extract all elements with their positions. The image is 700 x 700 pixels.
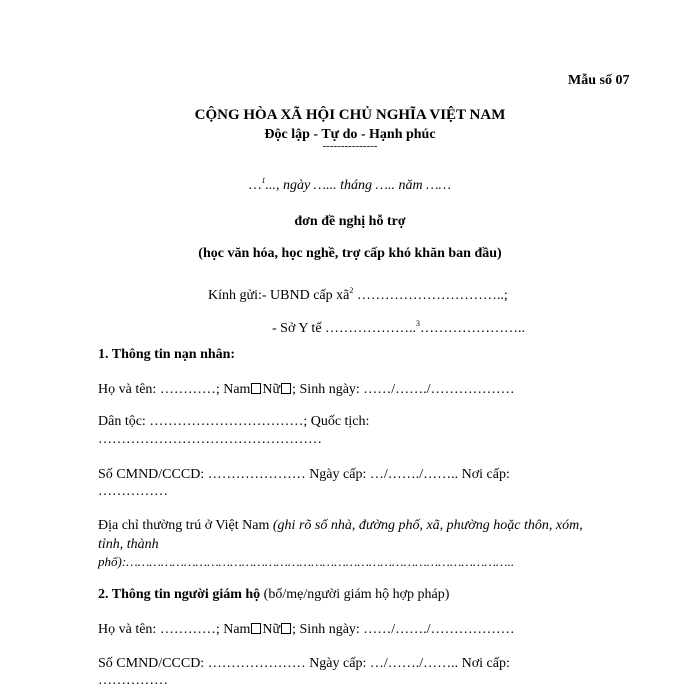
victim-address-label: Địa chỉ thường trú ở Việt Nam: [98, 518, 273, 533]
recipient-2-dots: …………………..: [420, 321, 526, 336]
guardian-id-line: Số CMND/CCCD: ………………… Ngày cấp: …/……./…….. Nơi cấp:: [98, 656, 510, 671]
victim-id-dots: ……………: [98, 484, 168, 499]
guardian-id-dots: ……………: [98, 673, 168, 688]
victim-female-label: Nữ: [262, 382, 281, 397]
guardian-name-line: [98, 622, 515, 638]
date-line-post: ..., ngày …... tháng ….. năm ……: [265, 178, 451, 193]
section-2-note: (bố/mẹ/người giám hộ hợp pháp): [260, 587, 450, 602]
section-2-heading: 2. Thông tin người giám hộ: [98, 587, 261, 602]
footnote-1: 1: [261, 176, 266, 185]
victim-nationality-dots: …………………………………………: [98, 432, 322, 447]
nation-title: CỘNG HÒA XÃ HỘI CHỦ NGHĨA VIỆT NAM: [194, 107, 506, 123]
header-divider: ---------------: [322, 140, 378, 152]
recipient-line-2: [272, 321, 525, 337]
section-1-heading: 1. Thông tin nạn nhân:: [98, 347, 236, 362]
recipient-2-label: - Sở Y tế ………………..: [272, 321, 417, 336]
guardian-female-checkbox[interactable]: [281, 623, 291, 634]
victim-female-checkbox[interactable]: [281, 383, 291, 394]
footnote-2: 2: [349, 286, 354, 295]
victim-name-label: Họ và tên: …………; Nam: [98, 382, 251, 397]
recipient-1-dots: …………………………..;: [353, 288, 508, 303]
victim-name-line: [98, 382, 515, 398]
victim-ethnicity-line: Dân tộc: ……………………………; Quốc tịch:: [98, 414, 370, 429]
guardian-female-label: Nữ: [262, 622, 281, 637]
guardian-name-label: Họ và tên: …………; Nam: [98, 622, 251, 637]
form-number: Mẫu số 07: [568, 73, 630, 88]
document-subtitle: (học văn hóa, học nghề, trợ cấp khó khăn ban đầu): [198, 246, 502, 261]
victim-male-checkbox[interactable]: [251, 383, 261, 394]
motto: Độc lập - Tự do - Hạnh phúc: [264, 127, 436, 142]
guardian-dob-label: ; Sinh ngày: ……/……./………………: [292, 622, 515, 637]
section-2-heading-line: [98, 587, 449, 603]
date-line-pre: …: [249, 178, 262, 193]
victim-address-hint: (ghi rõ số nhà, đường phố, xã, phường hoặc thôn, xóm,: [272, 518, 583, 533]
victim-id-line: Số CMND/CCCD: ………………… Ngày cấp: …/……./…….. Nơi cấp:: [98, 467, 510, 482]
victim-address-hint-2: tỉnh, thành: [98, 537, 159, 552]
guardian-male-checkbox[interactable]: [251, 623, 261, 634]
recipient-1-label: Kính gửi:- UBND cấp xã: [208, 288, 350, 303]
recipient-line-1: [208, 288, 508, 304]
victim-dob-label: ; Sinh ngày: ……/……./………………: [292, 382, 515, 397]
victim-address-hint-3: phố):………………………………………………………………………………………..: [98, 554, 515, 569]
victim-address-line: [98, 518, 583, 534]
date-line: [0, 178, 700, 194]
document-title: đơn đề nghị hỗ trợ: [294, 214, 406, 229]
footnote-3: 3: [416, 319, 421, 328]
